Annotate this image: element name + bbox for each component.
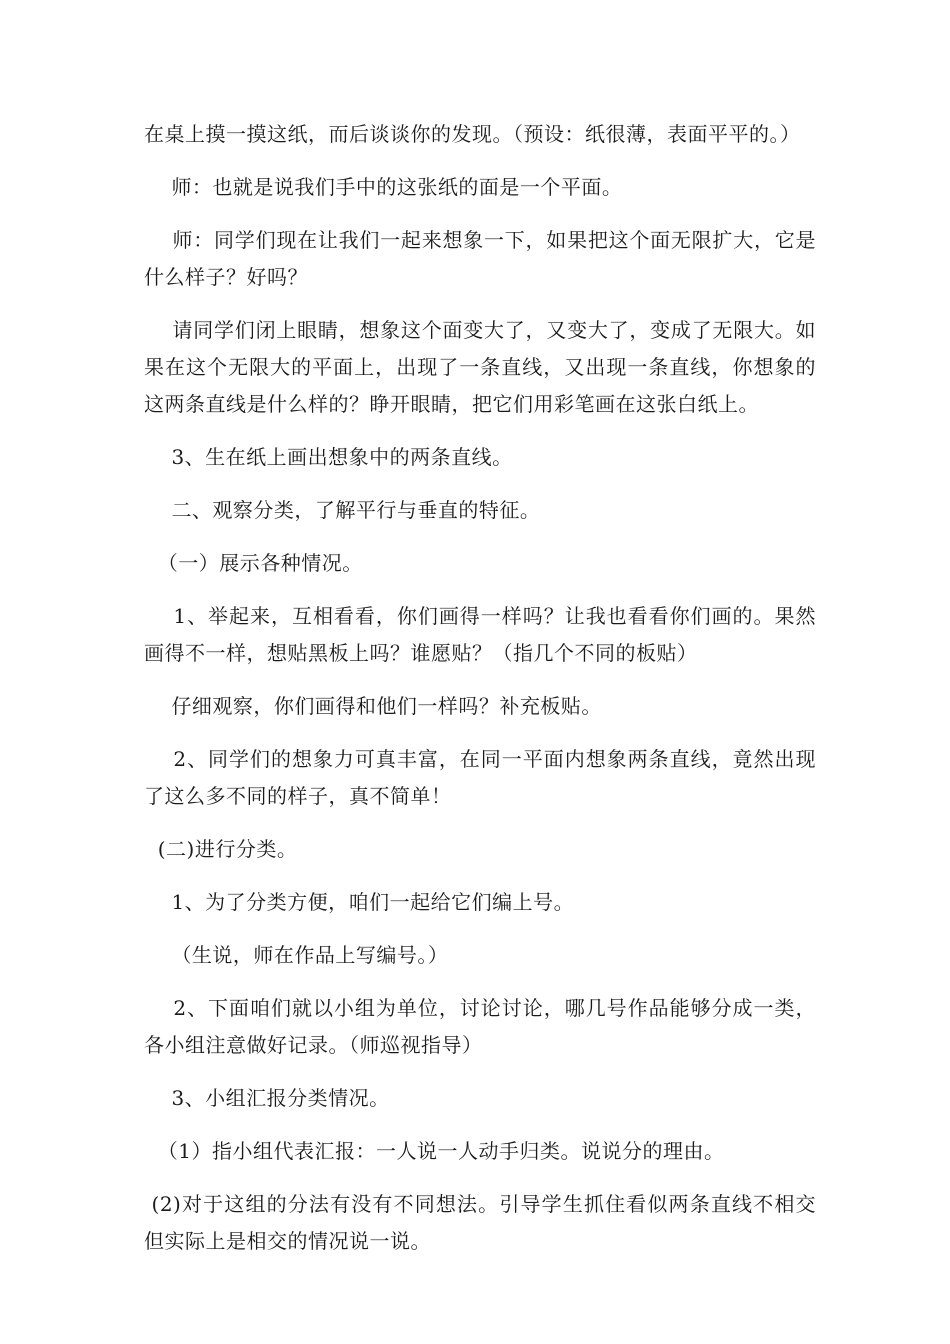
paragraph: （生说，师在作品上写编号。） (144, 943, 449, 967)
paragraph: 3、生在纸上画出想象中的两条直线。 (144, 445, 513, 469)
paragraph: 3、小组汇报分类情况。 (144, 1086, 390, 1110)
paragraph: 仔细观察，你们画得和他们一样吗？补充板贴。 (144, 694, 602, 718)
paragraph: 1、为了分类方便，咱们一起给它们编上号。 (144, 890, 575, 914)
paragraph: 请同学们闭上眼睛，想象这个面变大了，又变大了，变成了无限大。如果在这个无限大的平面上，出现了一条直线，又出现一条直线，你想象的这两条直线是什么样的？睁开眼睛，把它们用彩笔画在这张白纸上。 (144, 318, 816, 416)
paragraph: 在桌上摸一摸这纸，而后谈谈你的发现。（预设：纸很薄，表面平平的。） (144, 122, 801, 146)
paragraph: 1、举起来，互相看看，你们画得一样吗？让我也看看你们画的。果然画得不一样，想贴黑板上吗？谁愿贴？（指几个不同的板贴） (144, 604, 816, 665)
paragraph: （1）指小组代表汇报：一人说一人动手归类。说说分的理由。 (144, 1139, 725, 1163)
paragraph: 二、观察分类，了解平行与垂直的特征。 (144, 498, 541, 522)
document-body (144, 116, 816, 1260)
paragraph: 2、下面咱们就以小组为单位，讨论讨论，哪几号作品能够分成一类，各小组注意做好记录。（师巡视指导） (144, 996, 816, 1057)
paragraph: (2)对于这组的分法有没有不同想法。引导学生抓住看似两条直线不相交但实际上是相交的情况说一说。 (144, 1192, 816, 1253)
paragraph: 2、同学们的想象力可真丰富，在同一平面内想象两条直线，竟然出现了这么多不同的样子，真不简单！ (144, 747, 816, 808)
paragraph: (二)进行分类。 (144, 837, 298, 861)
paragraph: 师：同学们现在让我们一起来想象一下，如果把这个面无限扩大，它是什么样子？好吗？ (144, 228, 816, 289)
paragraph: （一）展示各种情况。 (144, 551, 363, 575)
paragraph: 师：也就是说我们手中的这张纸的面是一个平面。 (144, 175, 623, 199)
